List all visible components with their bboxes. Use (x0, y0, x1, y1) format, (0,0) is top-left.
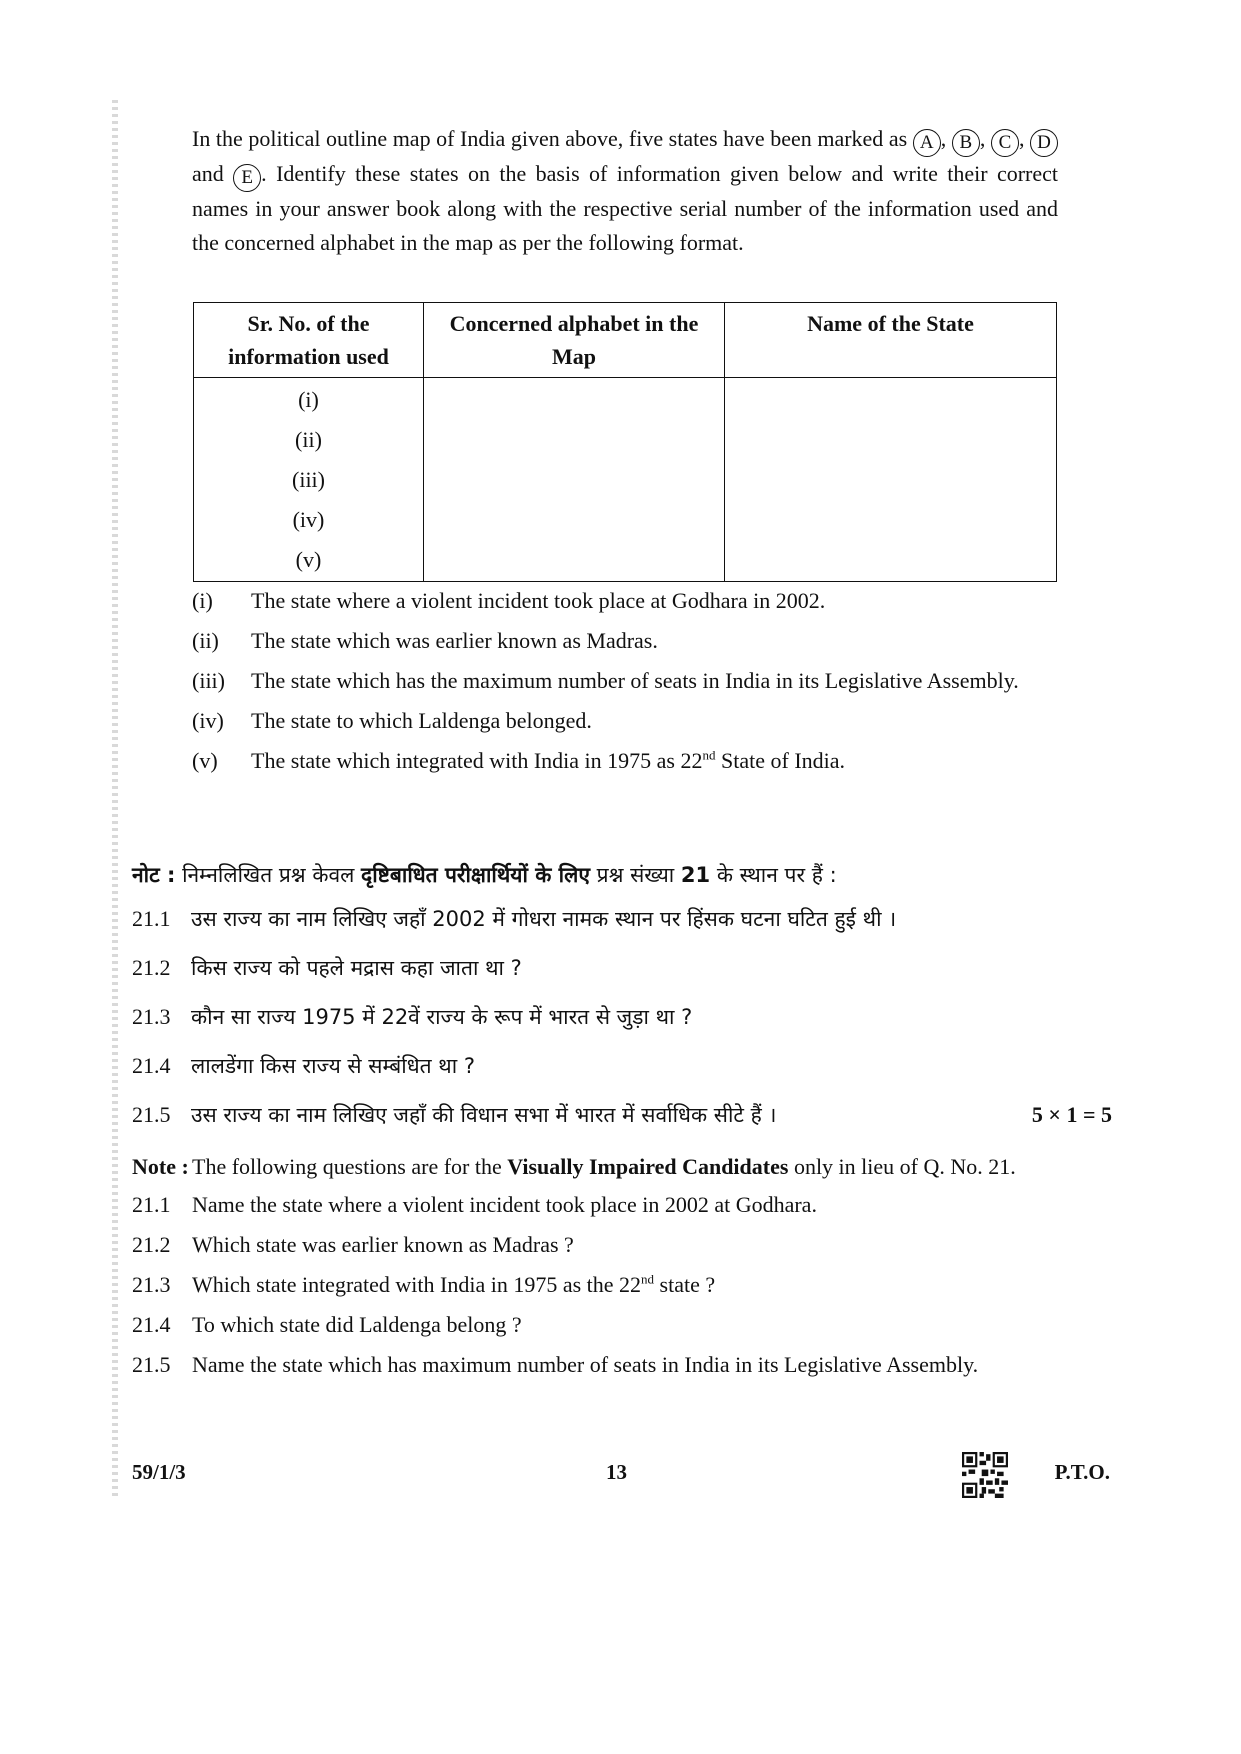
english-question: 21.2 Which state was earlier known as Madras ? (132, 1232, 574, 1257)
answer-format-table (193, 302, 1057, 582)
serial-5: (v) (295, 547, 322, 572)
intro-and: and (192, 161, 224, 186)
english-question: 21.3 Which state integrated with India in 1975 as the 22nd state ? (132, 1271, 716, 1297)
serial-3: (iii) (292, 467, 325, 492)
hindi-question: 21.5 उस राज्य का नाम लिखिए जहाँ की विधान सभा में भारत में सर्वाधिक सीटे हैं । 5 × 1 = 5 (132, 1098, 1112, 1132)
intro-text-2: . Identify these states on the basis of information given below and write their correct names in your answer book along with the respective serial number of the information used and the concerned alphabet in the map as per the following format. (192, 161, 1059, 255)
page-number: 13 (606, 1460, 627, 1484)
information-list (192, 584, 1058, 784)
english-note-section (132, 1150, 1058, 1388)
list-item: (v) The state which integrated with India in 1975 as 22nd State of India. (192, 747, 846, 773)
hindi-section (132, 858, 1112, 1147)
table-body-row (194, 378, 1057, 582)
hindi-question: 21.3 कौन सा राज्य 1975 में 22वें राज्य के रूप में भारत से जुड़ा था ? (132, 1004, 693, 1029)
english-question: 21.1 Name the state where a violent incident took place in 2002 at Godhara. (132, 1192, 817, 1217)
hindi-question: 21.2 किस राज्य को पहले मद्रास कहा जाता था ? (132, 955, 522, 980)
serial-column (194, 378, 424, 582)
marker-a: A (913, 129, 941, 157)
serial-1: (i) (298, 387, 319, 412)
intro-text-1: In the political outline map of India given above, five states have been marked as (192, 126, 908, 151)
side-security-strip (112, 100, 118, 1500)
english-note: Note : The following questions are for the Visually Impaired Candidates only in lieu of Q. No. 21. (132, 1154, 1016, 1179)
paper-code: 59/1/3 (132, 1460, 186, 1484)
state-name-column (725, 378, 1057, 582)
pto-label: P.T.O. (1054, 1460, 1110, 1484)
qr-code-icon (962, 1452, 1008, 1498)
header-state-name: Name of the State (725, 303, 1057, 378)
marker-b: B (952, 129, 980, 157)
marks-allocation: 5 × 1 = 5 (1031, 1102, 1112, 1127)
list-item: (i) The state where a violent incident took place at Godhara in 2002. (192, 588, 826, 613)
hindi-question: 21.1 उस राज्य का नाम लिखिए जहाँ 2002 में गोधरा नामक स्थान पर हिंसक घटना घटित हुई थी । (132, 906, 897, 931)
alphabet-column (424, 378, 725, 582)
table-header-row (194, 303, 1057, 378)
list-item: (ii) The state which was earlier known as Madras. (192, 628, 658, 653)
marker-c: C (991, 129, 1019, 157)
header-alphabet: Concerned alphabet in the Map (424, 303, 725, 378)
list-item: (iii) The state which has the maximum number of seats in India in its Legislative Assembly. (192, 668, 1019, 693)
english-question: 21.5 Name the state which has maximum number of seats in India in its Legislative Assembly. (132, 1352, 979, 1377)
hindi-note: नोट : निम्नलिखित प्रश्न केवल दृष्टिबाधित परीक्षार्थियों के लिए प्रश्न संख्या 21 के स्थान पर हैं : (132, 863, 837, 887)
marker-e: E (233, 164, 261, 192)
english-question: 21.4 To which state did Laldenga belong ? (132, 1312, 522, 1337)
intro-paragraph: In the political outline map of India given above, five states have been marked as A , B , C , D and E . Identify these states on the basis of information given below and write their correct names in your answer book along with the respective serial number of the information used and the concerned alphabet in the map as per the following format. (192, 126, 1059, 255)
list-item: (iv) The state to which Laldenga belonged. (192, 708, 592, 733)
serial-4: (iv) (292, 507, 325, 532)
page-footer (132, 1452, 1110, 1502)
serial-2: (ii) (295, 427, 322, 452)
marker-d: D (1030, 129, 1058, 157)
header-serial: Sr. No. of the information used (194, 303, 424, 378)
hindi-question: 21.4 लालडेंगा किस राज्य से सम्बंधित था ? (132, 1053, 475, 1078)
